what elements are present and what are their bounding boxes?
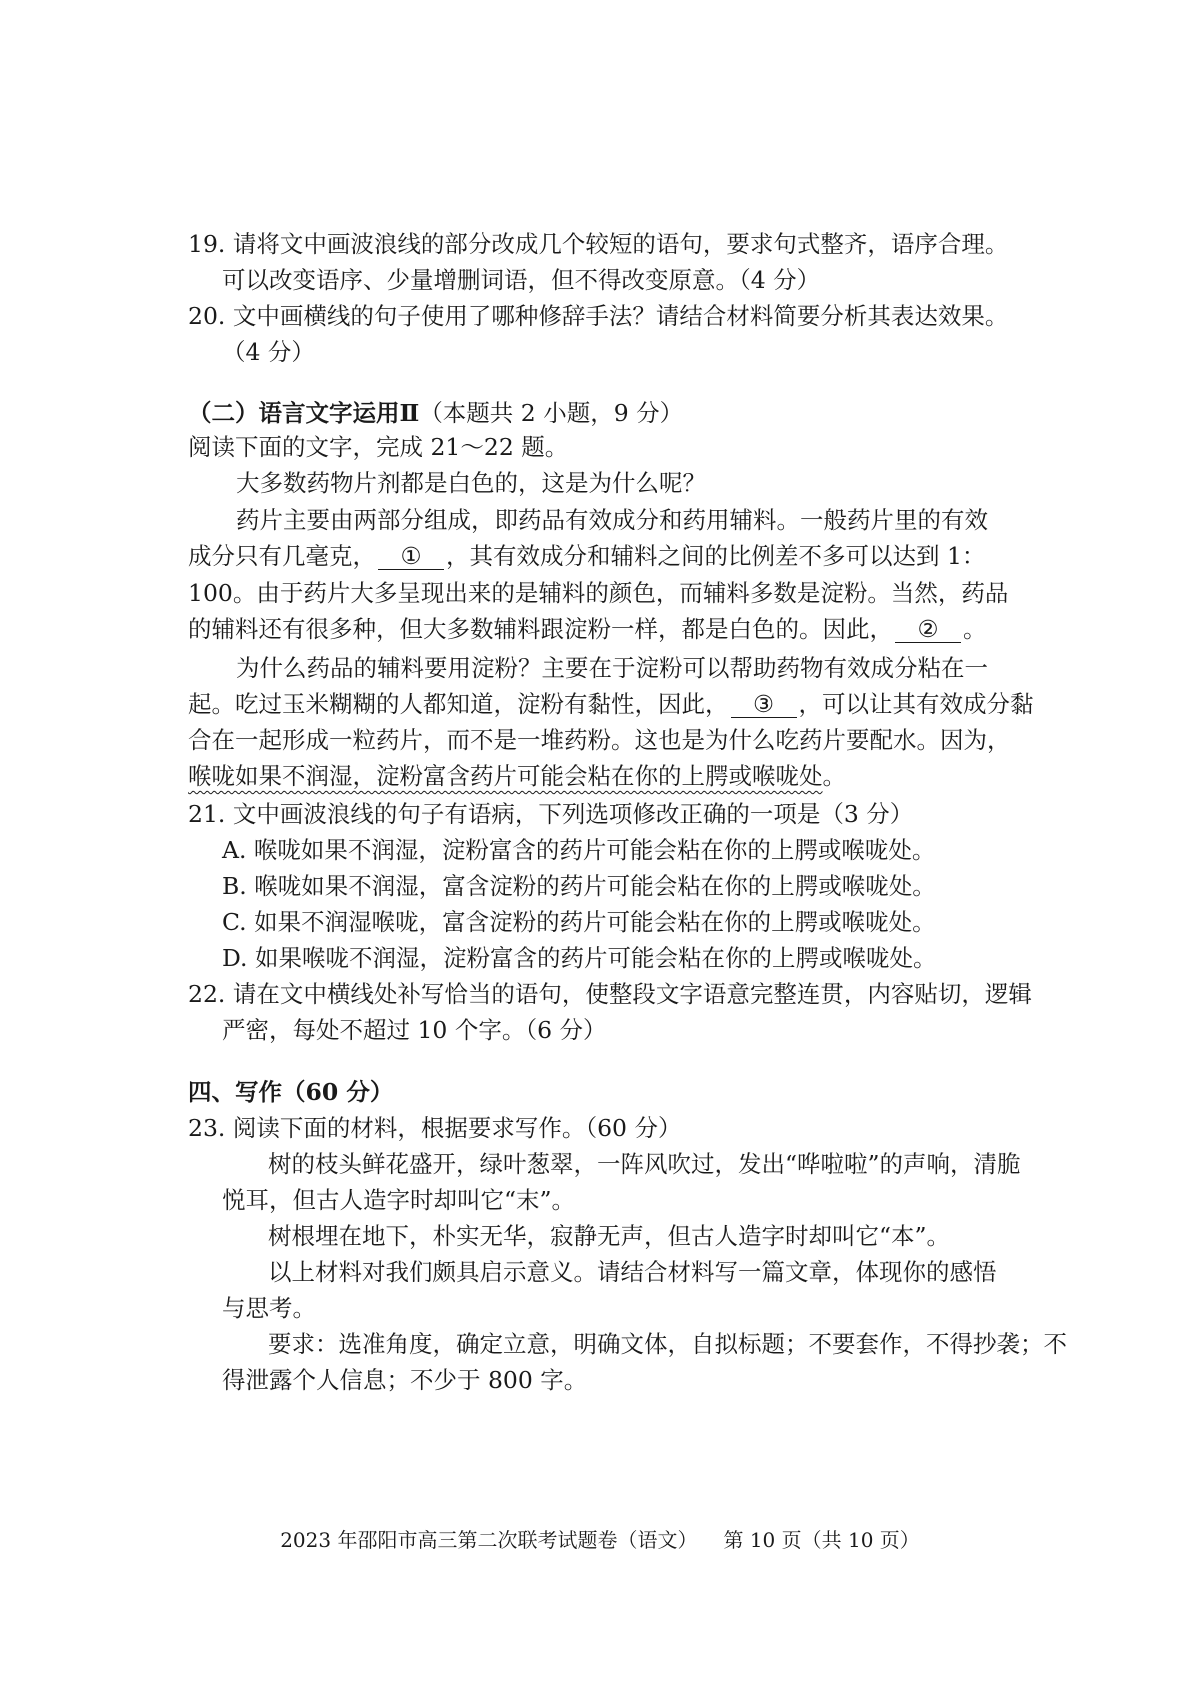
section-2-instruction: 阅读下面的文字，完成 21～22 题。 (188, 433, 569, 461)
fill-blank-3: ③ (731, 691, 797, 718)
question-22-line-2: 严密，每处不超过 10 个字。（6 分） (222, 1016, 607, 1044)
question-23-stem: 23. 阅读下面的材料，根据要求写作。（60 分） (188, 1114, 682, 1142)
question-20-line-2: （4 分） (222, 338, 315, 366)
section-2-title: （二）语言文字运用Ⅱ (188, 399, 420, 427)
passage-p3-line-4-end: 。 (822, 762, 846, 790)
passage-paragraph-1: 大多数药物片剂都是白色的，这是为什么呢？ (236, 469, 706, 497)
material-2: 树根埋在地下，朴实无华，寂静无声，但古人造字时却叫它“本”。 (268, 1222, 951, 1250)
fill-blank-2: ② (895, 616, 961, 643)
requirements-line-2: 得泄露个人信息；不少于 800 字。 (222, 1366, 588, 1394)
passage-p3-line-3: 合在一起形成一粒药片，而不是一堆药粉。这也是为什么吃药片要配水。因为， (188, 726, 1011, 754)
question-19-line-2: 可以改变语序、少量增删词语，但不得改变原意。（4 分） (222, 266, 821, 294)
passage-p3-line-1: 为什么药品的辅料要用淀粉？主要在于淀粉可以帮助药物有效成分粘在一 (236, 654, 988, 682)
question-22-line-1: 22. 请在文中横线处补写恰当的语句，使整段文字语意完整连贯，内容贴切，逻辑 (188, 980, 1032, 1008)
requirements-line-1: 要求：选准角度，确定立意，明确文体，自拟标题；不要套作，不得抄袭；不 (268, 1330, 1067, 1358)
material-1-line-1: 树的枝头鲜花盛开，绿叶葱翠，一阵风吹过，发出“哗啦啦”的声响，清脆 (268, 1150, 1021, 1178)
question-19-line-1: 19. 请将文中画波浪线的部分改成几个较短的语句，要求句式整齐，语序合理。 (188, 230, 1009, 258)
wavy-underlined-sentence: 喉咙如果不润湿，淀粉富含药片可能会粘在你的上腭或喉咙处 (188, 762, 823, 790)
section-2-note: （本题共 2 小题，9 分） (419, 399, 684, 427)
passage-p3-line-2-b: ，可以让其有效成分黏 (798, 690, 1034, 718)
footer-exam-title: 2023 年邵阳市高三第二次联考试题卷（语文） (280, 1528, 698, 1552)
question-21-option-c: C. 如果不润湿喉咙，富含淀粉的药片可能会粘在你的上腭或喉咙处。 (222, 908, 936, 936)
question-21-option-a: A. 喉咙如果不润湿，淀粉富含的药片可能会粘在你的上腭或喉咙处。 (222, 836, 936, 864)
passage-p2-line-2-a: 成分只有几毫克， (188, 542, 376, 570)
passage-p2-line-4-a: 的辅料还有很多种，但大多数辅料跟淀粉一样，都是白色的。因此， (188, 615, 893, 643)
material-3-line-1: 以上材料对我们颇具启示意义。请结合材料写一篇文章，体现你的感悟 (268, 1258, 997, 1286)
material-1-line-2: 悦耳，但古人造字时却叫它“末”。 (222, 1186, 576, 1214)
passage-p3-line-2-a: 起。吃过玉米糊糊的人都知道，淀粉有黏性，因此， (188, 690, 729, 718)
question-21-stem: 21. 文中画波浪线的句子有语病，下列选项修改正确的一项是（3 分） (188, 800, 914, 828)
passage-p2-line-2 (188, 538, 985, 574)
section-2-heading (188, 395, 683, 431)
passage-p3-line-2 (188, 686, 1034, 722)
footer-page-number: 第 10 页（共 10 页） (723, 1528, 920, 1552)
passage-p2-line-1: 药片主要由两部分组成，即药品有效成分和药用辅料。一般药片里的有效 (236, 506, 988, 534)
material-3-line-2: 与思考。 (222, 1294, 316, 1322)
question-21-option-d: D. 如果喉咙不润湿，淀粉富含的药片可能会粘在你的上腭或喉咙处。 (222, 944, 937, 972)
passage-p3-line-4 (188, 758, 846, 794)
passage-p2-line-4-b: 。 (963, 615, 987, 643)
page-footer (0, 1525, 1200, 1555)
passage-p2-line-2-b: ，其有效成分和辅料之间的比例差不多可以达到 1： (446, 542, 986, 570)
passage-p2-line-3: 100。由于药片大多呈现出来的是辅料的颜色，而辅料多数是淀粉。当然，药品 (188, 579, 1009, 607)
question-20-line-1: 20. 文中画横线的句子使用了哪种修辞手法？请结合材料简要分析其表达效果。 (188, 302, 1009, 330)
passage-p2-line-4 (188, 611, 987, 647)
question-21-option-b: B. 喉咙如果不润湿，富含淀粉的药片可能会粘在你的上腭或喉咙处。 (222, 872, 936, 900)
section-4-heading: 四、写作（60 分） (188, 1078, 394, 1106)
fill-blank-1: ① (378, 543, 444, 570)
